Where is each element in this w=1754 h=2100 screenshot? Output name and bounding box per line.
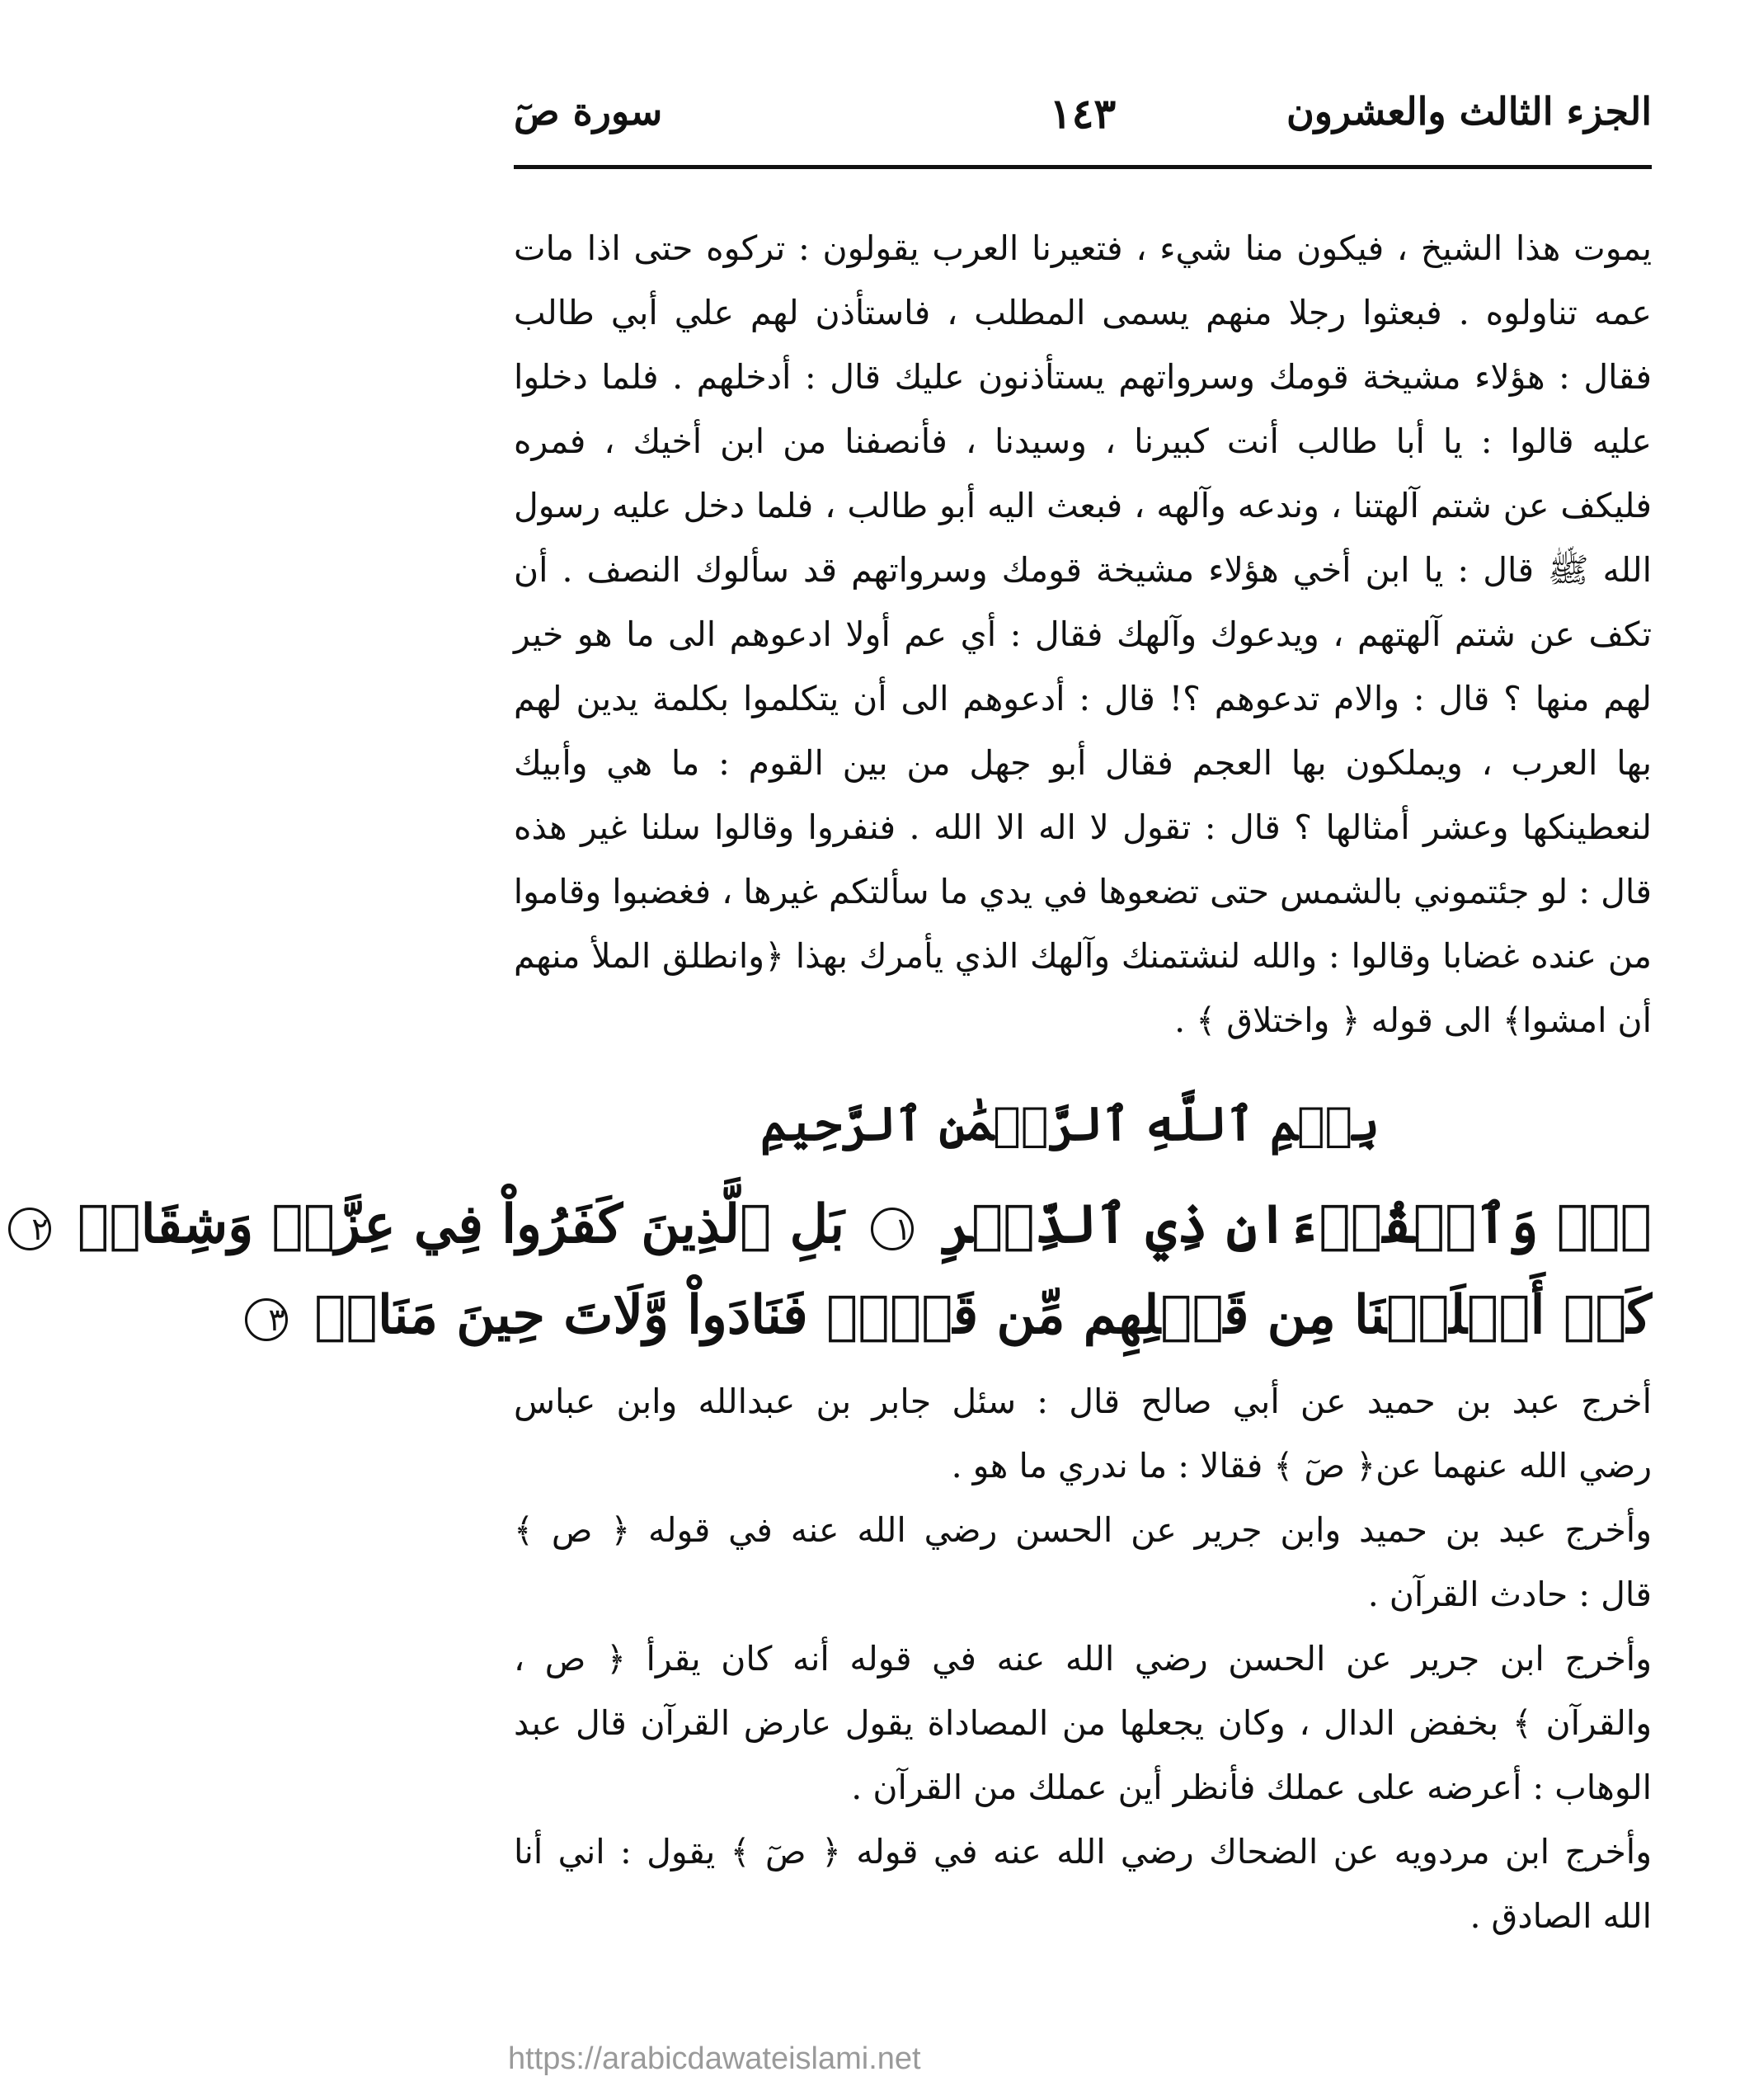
verse-line bbox=[268, 1270, 1652, 1361]
text-line: قال : لو جئتموني بالشمس حتى تضعوها في يدي ما سألتكم غيرها ، فغضبوا وقاموا bbox=[513, 872, 1652, 911]
commentary-section bbox=[514, 1369, 1652, 1948]
header-divider bbox=[514, 165, 1652, 169]
text-line: تكف عن شتم آلهتهم ، ويدعوك وآلهك فقال : أي عم أولا ادعوهم الى ما هو خير bbox=[514, 614, 1652, 654]
text-line: فليكف عن شتم آلهتنا ، وندعه وآلهه ، فبعث اليه أبو طالب ، فلما دخل عليه رسول bbox=[514, 486, 1652, 525]
verse-text: بَلِ ٱلَّذِينَ كَفَرُواْ فِي عِزَّةٖ وَشِقَاقٖ bbox=[77, 1194, 844, 1255]
surah-title: سورة صٓ bbox=[514, 89, 663, 134]
verse-text: صٓۚ وَٱلۡقُرۡءَانِ ذِي ٱلذِّكۡرِ bbox=[940, 1194, 1652, 1255]
ayah-number-marker: ١ bbox=[871, 1208, 914, 1250]
text-line: وأخرج ابن مردويه عن الضحاك رضي الله عنه في قوله ﴿ صٓ ﴾ يقول : اني أنا bbox=[514, 1832, 1652, 1872]
ayah-number-marker: ٢ bbox=[8, 1208, 51, 1250]
text-line: لنعطينكها وعشر أمثالها ؟ قال : تقول لا اله الا الله . فنفروا وقالوا سلنا غير هذه bbox=[514, 808, 1652, 847]
page-number: ١٤٣ bbox=[1049, 89, 1117, 138]
source-watermark: https://arabicdawateislami.net bbox=[508, 2041, 921, 2076]
text-line: عمه تناولوه . فبعثوا رجلا منهم يسمى المطلب ، فاستأذن لهم علي أبي طالب bbox=[514, 293, 1652, 332]
quran-verses bbox=[31, 1179, 1652, 1361]
text-line: عليه قالوا : يا أبا طالب أنت كبيرنا ، وسيدنا ، فأنصفنا من ابن أخيك ، فمره bbox=[514, 421, 1652, 461]
basmala-heading: بِسۡمِ ٱللَّهِ ٱلرَّحۡمَٰنِ ٱلرَّحِيمِ bbox=[760, 1097, 1380, 1151]
text-line: أن امشوا﴾ الى قوله ﴿ واختلاق ﴾ . bbox=[1174, 1001, 1652, 1040]
text-line: وأخرج عبد بن حميد وابن جرير عن الحسن رضي الله عنه في قوله ﴿ ص ﴾ bbox=[514, 1510, 1652, 1550]
ayah-number-marker: ٣ bbox=[245, 1298, 288, 1341]
text-line: فقال : هؤلاء مشيخة قومك وسرواتهم يستأذنون عليك قال : أدخلهم . فلما دخلوا bbox=[514, 357, 1652, 397]
text-line: الوهاب : أعرضه على عملك فأنظر أين عملك من القرآن . bbox=[851, 1768, 1652, 1807]
text-line: بها العرب ، ويملكون بها العجم فقال أبو جهل من بين القوم : ما هي وأبيك bbox=[514, 743, 1652, 783]
narrative-paragraph bbox=[514, 216, 1652, 1052]
text-line: لهم منها ؟ قال : والام تدعوهم ؟! قال : أدعوهم الى أن يتكلموا بكلمة يدين لهم bbox=[514, 679, 1652, 718]
text-line: الله ﷺ قال : يا ابن أخي هؤلاء مشيخة قومك وسرواتهم قد سألوك النصف . أن bbox=[514, 550, 1652, 590]
volume-title: الجزء الثالث والعشرون bbox=[1286, 89, 1652, 134]
text-line: أخرج عبد بن حميد عن أبي صالح قال : سئل جابر بن عبدالله وابن عباس bbox=[514, 1382, 1652, 1421]
text-line: من عنده غضابا وقالوا : والله لنشتمنك وآلهك الذي يأمرك بهذا ﴿وانطلق الملأ منهم bbox=[514, 936, 1652, 976]
text-line: وأخرج ابن جرير عن الحسن رضي الله عنه في قوله أنه كان يقرأ ﴿ ص ، bbox=[514, 1639, 1652, 1679]
text-line: الله الصادق . bbox=[1470, 1896, 1652, 1936]
book-page bbox=[31, 0, 1754, 2100]
text-line: يموت هذا الشيخ ، فيكون منا شيء ، فتعيرنا العرب يقولون : تركوه حتى اذا مات bbox=[514, 228, 1652, 268]
verse-line bbox=[31, 1179, 1652, 1270]
page-header bbox=[514, 89, 1652, 155]
text-line: قال : حادث القرآن . bbox=[1367, 1575, 1652, 1614]
text-line: والقرآن ﴾ بخفض الدال ، وكان يجعلها من المصاداة يقول عارض القرآن قال عبد bbox=[514, 1703, 1652, 1743]
text-line: رضي الله عنهما عن﴿ صٓ ﴾ فقالا : ما ندري ما هو . bbox=[951, 1446, 1652, 1486]
verse-text: كَمۡ أَهۡلَكۡنَا مِن قَبۡلِهِم مِّن قَرۡنٖ فَنَادَواْ وَّلَاتَ حِينَ مَنَاصٖ bbox=[314, 1284, 1652, 1346]
